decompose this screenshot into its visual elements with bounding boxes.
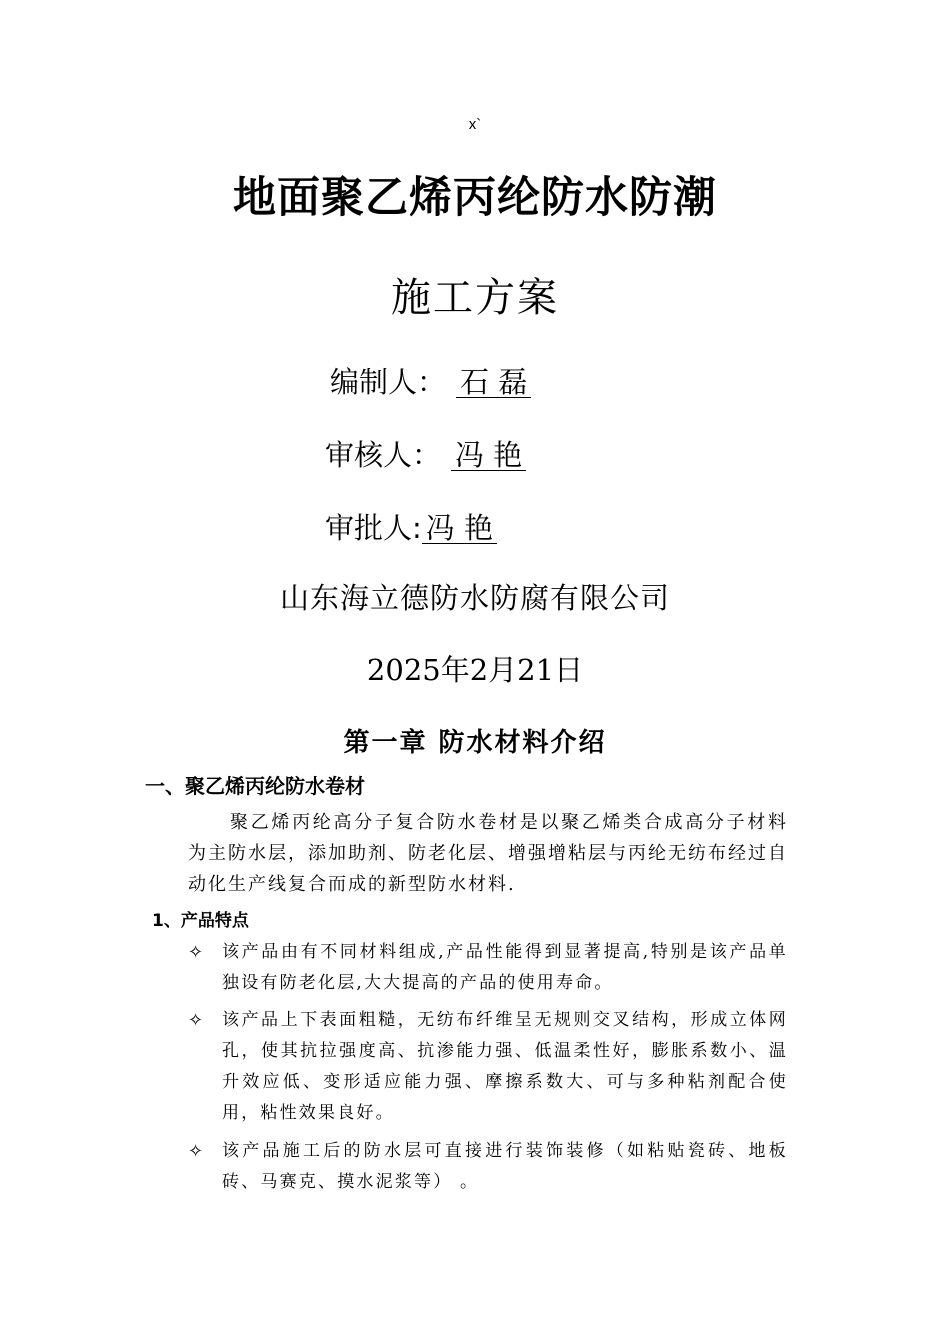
- signatory-compiler: [330, 360, 531, 401]
- section-heading: 一、聚乙烯丙纶防水卷材: [145, 774, 365, 798]
- signatory-reviewer: [325, 433, 526, 474]
- feature-bullet-text: 该产品上下表面粗糙，无纺布纤维呈无规则交叉结构，形成立体网孔，使其抗拉强度高、抗渗能力强、低温柔性好，膨胀系数小、温升效应低、变形适应能力强、摩擦系数大、可与多种粘剂配合使用，粘性效果良好。: [222, 1010, 788, 1123]
- signatory-label: 编制人：: [330, 365, 447, 399]
- document-date: 2025年2月21日: [366, 653, 584, 687]
- chapter-heading: 第一章 防水材料介绍: [343, 728, 607, 758]
- signatory-value: 冯 艳: [422, 513, 497, 544]
- feature-bullet-text: 该产品由有不同材料组成,产品性能得到显著提高,特别是该产品单独设有防老化层,大大提高的产品的使用寿命。: [222, 942, 788, 993]
- document-subtitle: 施工方案: [391, 275, 559, 321]
- feature-bullet-text: 该产品施工后的防水层可直接进行装饰装修（如粘贴瓷砖、地板砖、马赛克、摸水泥浆等） 。: [222, 1141, 788, 1192]
- feature-bullet-item: [188, 937, 788, 999]
- signatory-value: 冯 艳: [451, 440, 526, 471]
- signatory-value: 石 磊: [456, 367, 531, 398]
- header-mark: x`: [468, 116, 482, 133]
- signatory-label: 审核人：: [325, 438, 442, 472]
- subsection-heading: 1、产品特点: [152, 911, 249, 931]
- feature-bullet-item: [188, 1005, 788, 1129]
- section-intro-paragraph: 聚乙烯丙纶高分子复合防水卷材是以聚乙烯类合成高分子材料为主防水层，添加助剂、防老化层、增强增粘层与丙纶无纺布经过自动化生产线复合而成的新型防水材料.: [188, 812, 788, 895]
- diamond-star-icon: ✧: [188, 942, 204, 963]
- signatory-approver: [325, 506, 497, 547]
- company-name: 山东海立德防水防腐有限公司: [279, 581, 670, 615]
- diamond-star-icon: ✧: [188, 1141, 204, 1162]
- document-title: 地面聚乙烯丙纶防水防潮: [233, 173, 717, 223]
- feature-bullet-item: [188, 1136, 788, 1198]
- signatory-label: 审批人:: [325, 511, 422, 545]
- diamond-star-icon: ✧: [188, 1010, 204, 1031]
